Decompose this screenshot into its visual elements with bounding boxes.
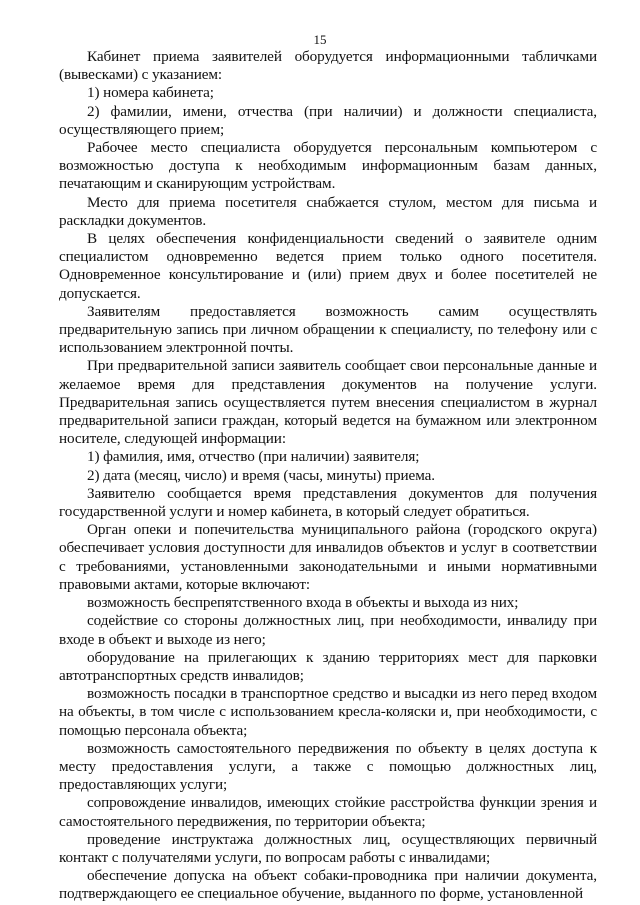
list-item-free-entry: возможность беспрепятственного входа в объекты и выхода из них; — [87, 594, 519, 612]
list-item-independent-movement: возможность самостоятельного передвижения по объекту в целях доступа к месту предоставления услуги, а также с помощью должностных лиц, предоставляющих услуги; — [59, 739, 597, 794]
page-number: 15 — [313, 32, 327, 47]
paragraph-applicant-informed: Заявителю сообщается время представления документов для получения государственной услуги и номер кабинета, в который следует обратиться. — [59, 484, 597, 521]
list-item-official-assistance: содействие со стороны должностных лиц, при необходимости, инвалиду при входе в объект и выходе из него; — [59, 612, 597, 648]
list-item-staff-briefing: проведение инструктажа должностных лиц, осуществляющих первичный контакт с получателями услуги, по вопросам работы с инвалидами; — [59, 830, 597, 866]
list-item-date-time: 2) дата (месяц, число) и время (часы, минуты) приема. — [87, 466, 435, 484]
document-body — [59, 48, 597, 904]
paragraph-pre-registration-data: При предварительной записи заявитель сообщает свои персональные данные и желаемое время для представления документов на получение услуги. Предварительная запись осуществляется путем внесения специалистом в журнал предварительной записи граждан, который ведется на бумажном или электронном носителе, следующей информации: — [59, 357, 597, 448]
list-item-specialist-name: 2) фамилии, имени, отчества (при наличии) и должности специалиста, осуществляющего прием; — [59, 102, 597, 138]
list-item-cabinet-number: 1) номера кабинета; — [87, 84, 214, 102]
paragraph-cabinet-signs: Кабинет приема заявителей оборудуется информационными табличками (вывесками) с указанием: — [59, 48, 597, 84]
paragraph-accessibility: Орган опеки и попечительства муниципального района (городского округа) обеспечивает условия доступности для инвалидов объектов и услуг в соответствии с требованиями, установленными законодательными и иными нормативными правовыми актами, которые включают: — [59, 521, 597, 593]
paragraph-confidentiality: В целях обеспечения конфиденциальности сведений о заявителе одним специалистом одновременно ведется прием только одного посетителя. Одновременное консультирование и (или) прием двух и более посетителей не допускается. — [59, 230, 597, 302]
paragraph-visitor-place: Место для приема посетителя снабжается стулом, местом для письма и раскладки документов. — [59, 193, 597, 229]
list-item-applicant-name: 1) фамилия, имя, отчество (при наличии) заявителя; — [87, 448, 420, 466]
paragraph-workplace: Рабочее место специалиста оборудуется персональным компьютером с возможностью доступа к необходимым информационным базам данных, печатающим и сканирующим устройствам. — [59, 139, 597, 193]
list-item-parking: оборудование на прилегающих к зданию территориях мест для парковки автотранспортных средств инвалидов; — [59, 648, 597, 684]
list-item-transport-boarding: возможность посадки в транспортное средство и высадки из него перед входом на объекты, в том числе с использованием кресла-коляски и, при необходимости, с помощью персонала объекта; — [59, 685, 597, 739]
list-item-guide-dog: обеспечение допуска на объект собаки-проводника при наличии документа, подтверждающего ее специальное обучение, выданного по форме, установленной — [59, 867, 597, 903]
list-item-escort: сопровождение инвалидов, имеющих стойкие расстройства функции зрения и самостоятельного передвижения, по территории объекта; — [59, 794, 597, 830]
paragraph-pre-registration: Заявителям предоставляется возможность самим осуществлять предварительную запись при личном обращении к специалисту, по телефону или с использованием электронной почты. — [59, 302, 597, 357]
